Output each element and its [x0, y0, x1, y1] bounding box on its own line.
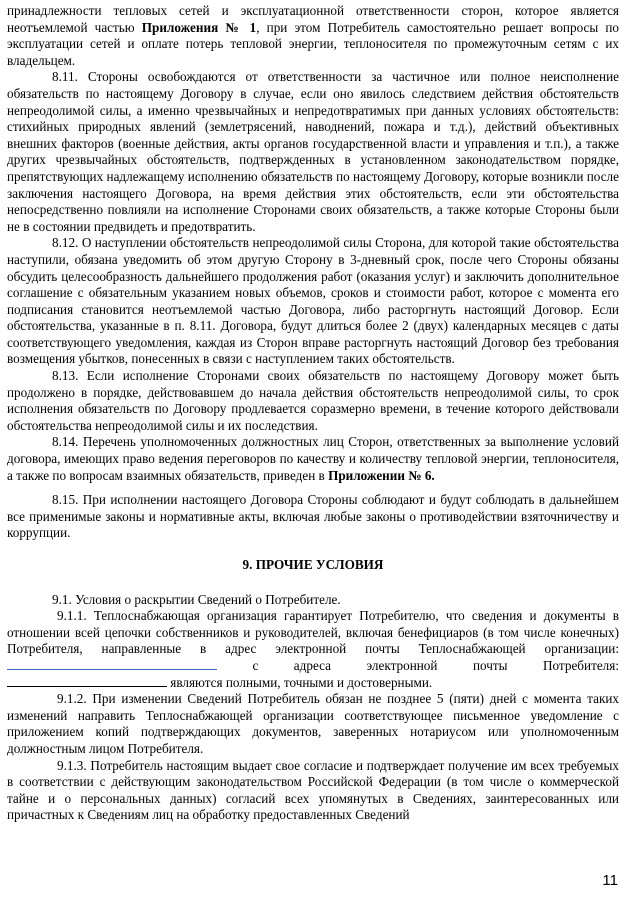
document-body — [7, 3, 619, 824]
clause-9-1-2: 9.1.2. При изменении Сведений Потребитель обязан не позднее 5 (пяти) дней с момента таких изменений направить Теплоснабжающей организации соответствующее письменное уведомление с приложением копий подтверждающих документов, заверенных нотариусом или уполномоченным должностным лицом Потребителя. — [7, 691, 619, 756]
clause-8-11: 8.11. Стороны освобождаются от ответственности за частичное или полное неисполнение обязательств по настоящему Договору в случае, если оно явилось следствием действия обстоятельств непреодолимой силы, а именно чрезвычайных и непредотвратимых при данных условиях обстоятельств: стихийных природных явлений (землетрясений, наводнений, пожара и т.д.), действий объективных внешних факторов (военные действия, акты органов государственной власти и управления и т.п.), а также других чрезвычайных обстоятельств, подтвержденных в установленном законодательством порядке, препятствующих надлежащему исполнению обязательств по настоящему Договору, которые возникли после заключения настоящего Договора, на время действия этих обстоятельств, если эти обстоятельства непосредственно повлияли на исполнение Сторонами своих обязательств, а также которые Стороны были не в состоянии предвидеть и предотвратить. — [7, 69, 619, 234]
clause-8-14-text: 8.14. Перечень уполномоченных должностных лиц Сторон, ответственных за выполнение условий договора, имеющих право ведения переговоров по качеству и количеству тепловой энергии, теплоносителя, а также по вопросам взаимных обязательств, приведен в — [7, 434, 619, 483]
clause-9-1-1-text-mid: с адреса электронной почты Потребителя: — [217, 657, 619, 673]
consumer-email-blank — [7, 675, 167, 687]
clause-8-14 — [7, 434, 619, 484]
clause-8-13: 8.13. Если исполнение Сторонами своих обязательств по настоящему Договору может быть продолжено в порядке, действовавшем до начала действия обстоятельств непреодолимой силы, то срок исполнения обязательств по Договору продлевается соразмерно времени, в течение которого действовали обстоятельства непреодолимой силы и их последствия. — [7, 368, 619, 433]
appendix-6-ref: Приложении № 6. — [328, 467, 435, 483]
supplier-email-blank — [7, 658, 217, 670]
clause-9-1-3: 9.1.3. Потребитель настоящим выдает свое согласие и подтверждает получение им всех требуемых в соответствии с действующим законодательством Российской Федерации (в том числе о коммерческой тайне и о персональных данных) согласий всех упомянутых в Сведениях, заинтересованных или причастных к Сведениям лиц на обработку предоставленных Сведений — [7, 757, 619, 823]
clause-8-15: 8.15. При исполнении настоящего Договора Стороны соблюдают и будут соблюдать в дальнейшем все применимые законы и нормативные акты, включая любые законы о противодействии взяточничеству и коррупции. — [7, 492, 619, 541]
intro-paragraph — [7, 3, 619, 69]
clause-8-12: 8.12. О наступлении обстоятельств непреодолимой силы Сторона, для которой такие обстоятельства наступили, обязана уведомить об этом другую Сторону в 3-дневный срок, после чего Стороны обязаны обсудить целесообразность дальнейшего продолжения работ (оказания услуг) и заключить дополнительное соглашение с обязательным указанием новых объемов, сроков и стоимости работ, которое с момента его подписания становится неотъемлемой частью Договора, либо расторгнуть настоящий Договор. Если обстоятельства, указанные в п. 8.11. Договора, будут длиться более 2 (двух) календарных месяцев с даты соответствующего уведомления, каждая из Сторон вправе расторгнуть настоящий Договор без требования возмещения убытков, понесенных в связи с наступлением таких обстоятельств. — [7, 235, 619, 367]
intro-text-end: , при этом Потребитель самостоятельно решает вопросы по эксплуатации сетей и оплате потерь тепловой энергии, теплоносителя по промежуточным сетям с их владельцем. — [7, 19, 620, 68]
page-number: 11 — [602, 872, 618, 889]
section-9-title: 9. ПРОЧИЕ УСЛОВИЯ — [242, 557, 384, 572]
intro-text: принадлежности тепловых сетей и эксплуатационной ответственности сторон, которое является неотъемлемой частью — [7, 3, 619, 35]
clause-9-1-1-text-end: являются полными, точными и достоверными. — [167, 674, 433, 690]
appendix-1-ref: Приложения № 1 — [141, 19, 257, 35]
clause-9-1-1-text: 9.1.1. Теплоснабжающая организация гарантирует Потребителю, что сведения и документы в отношении всей цепочки собственников и руководителей, включая бенефициаров (в том числе конечных) Потребителя, направленные в адрес электронной почты Теплоснабжающей организации: — [7, 608, 619, 657]
clause-9-1-1 — [7, 608, 619, 691]
clause-9-1: 9.1. Условия о раскрытии Сведений о Потребителе. — [52, 591, 341, 607]
